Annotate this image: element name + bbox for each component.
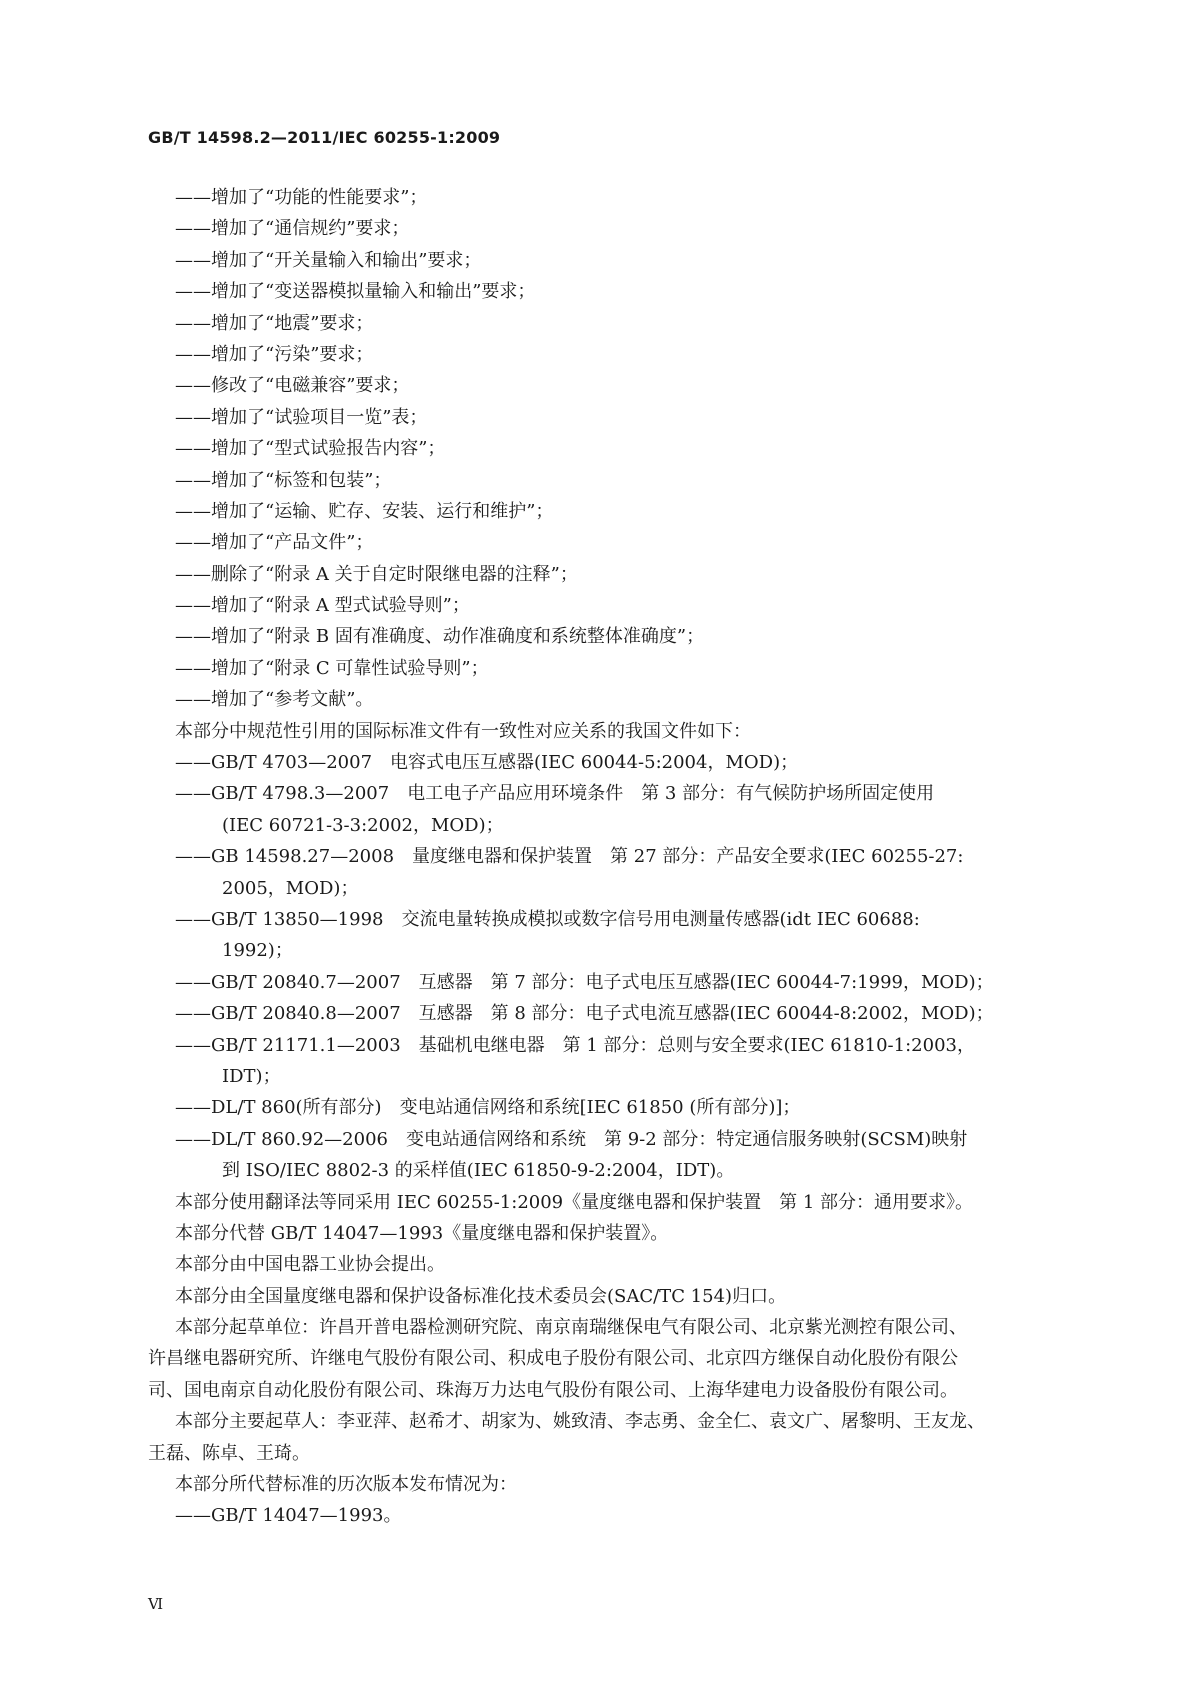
- change-item: ——修改了“电磁兼容”要求；: [175, 375, 410, 397]
- translation-paragraph: 本部分使用翻译法等同采用 IEC 60255-1:2009《量度继电器和保护装置 第 1 部分：通用要求》。: [175, 1191, 974, 1213]
- change-item: ——增加了“地震”要求；: [175, 312, 374, 334]
- reference-item-continuation: 到 ISO/IEC 8802-3 的采样值(IEC 61850-9-2:2004，IDT)。: [222, 1160, 735, 1182]
- change-item: ——增加了“污染”要求；: [175, 343, 374, 365]
- reference-item: ——DL/T 860(所有部分) 变电站通信网络和系统[IEC 61850 (所有部分)]；: [175, 1097, 801, 1119]
- history-intro: 本部分所代替标准的历次版本发布情况为：: [175, 1474, 517, 1496]
- drafting-units-paragraph: [148, 1312, 1058, 1406]
- change-item: ——增加了“附录 A 型式试验导则”；: [175, 595, 470, 617]
- change-item: ——增加了“功能的性能要求”；: [175, 187, 428, 208]
- reference-item-continuation: 1992)；: [222, 940, 293, 962]
- change-item: ——增加了“型式试验报告内容”；: [175, 438, 446, 460]
- drafters-line: 王磊、陈卓、王琦。: [148, 1442, 310, 1464]
- change-item: ——删除了“附录 A 关于自定时限继电器的注释”；: [175, 563, 578, 585]
- reference-item: ——GB/T 13850—1998 交流电量转换成模拟或数字信号用电测量传感器(idt IEC 60688:: [175, 908, 920, 930]
- references-list: [148, 747, 1058, 1186]
- replaces-paragraph: 本部分代替 GB/T 14047—1993《量度继电器和保护装置》。: [175, 1222, 669, 1244]
- references-intro: 本部分中规范性引用的国际标准文件有一致性对应关系的我国文件如下：: [175, 720, 751, 742]
- change-item: ——增加了“产品文件”；: [175, 532, 374, 554]
- reference-item: ——GB 14598.27—2008 量度继电器和保护装置 第 27 部分：产品安全要求(IEC 60255-27:: [175, 846, 964, 868]
- reference-item: ——GB/T 21171.1—2003 基础机电继电器 第 1 部分：总则与安全要求(IEC 61810-1:2003，: [175, 1034, 975, 1056]
- reference-item-continuation: (IEC 60721-3-3:2002，MOD)；: [222, 814, 504, 836]
- change-item: ——增加了“参考文献”。: [175, 689, 374, 711]
- drafters-paragraph: [148, 1406, 1058, 1469]
- reference-item: ——GB/T 20840.8—2007 互感器 第 8 部分：电子式电流互感器(IEC 60044-8:2002，MOD)；: [175, 1003, 994, 1025]
- document-body: [148, 182, 1058, 1532]
- change-item: ——增加了“通信规约”要求；: [175, 218, 410, 240]
- change-item: ——增加了“试验项目一览”表；: [175, 406, 428, 428]
- standard-code-header: GB/T 14598.2—2011/IEC 60255-1:2009: [148, 128, 501, 147]
- change-item: ——增加了“开关量输入和输出”要求；: [175, 249, 482, 271]
- drafting-units-line: 司、国电南京自动化股份有限公司、珠海万力达电气股份有限公司、上海华建电力设备股份有限公司。: [148, 1379, 958, 1401]
- reference-item: ——DL/T 860.92—2006 变电站通信网络和系统 第 9-2 部分：特定通信服务映射(SCSM)映射: [175, 1128, 968, 1150]
- reference-item-continuation: IDT)；: [222, 1065, 281, 1087]
- change-item: ——增加了“变送器模拟量输入和输出”要求；: [175, 281, 536, 303]
- drafting-units-line: 本部分起草单位：许昌开普电器检测研究院、南京南瑞继保电气有限公司、北京紫光测控有限公司、: [175, 1317, 967, 1339]
- change-item: ——增加了“附录 B 固有准确度、动作准确度和系统整体准确度”；: [175, 626, 705, 648]
- drafters-line: 本部分主要起草人：李亚萍、赵希才、胡家为、姚致清、李志勇、金全仁、袁文广、屠黎明、王友龙、: [175, 1411, 985, 1433]
- reference-item: ——GB/T 20840.7—2007 互感器 第 7 部分：电子式电压互感器(IEC 60044-7:1999，MOD)；: [175, 971, 994, 993]
- change-item: ——增加了“运输、贮存、安装、运行和维护”；: [175, 500, 554, 522]
- drafting-units-line: 许昌继电器研究所、许继电气股份有限公司、积成电子股份有限公司、北京四方继保自动化股份有限公: [148, 1348, 958, 1370]
- centralized-by-paragraph: 本部分由全国量度继电器和保护设备标准化技术委员会(SAC/TC 154)归口。: [175, 1285, 787, 1307]
- reference-item: ——GB/T 4703—2007 电容式电压互感器(IEC 60044-5:2004，MOD)；: [175, 752, 799, 774]
- changes-list: [148, 182, 1058, 716]
- change-item: ——增加了“标签和包装”；: [175, 469, 392, 491]
- change-item: ——增加了“附录 C 可靠性试验导则”；: [175, 657, 489, 679]
- history-item: ——GB/T 14047—1993。: [175, 1505, 402, 1527]
- reference-item: ——GB/T 4798.3—2007 电工电子产品应用环境条件 第 3 部分：有气候防护场所固定使用: [175, 783, 935, 805]
- reference-item-continuation: 2005，MOD)；: [222, 877, 359, 899]
- proposed-by-paragraph: 本部分由中国电器工业协会提出。: [175, 1254, 445, 1276]
- page-number: Ⅵ: [148, 1595, 163, 1613]
